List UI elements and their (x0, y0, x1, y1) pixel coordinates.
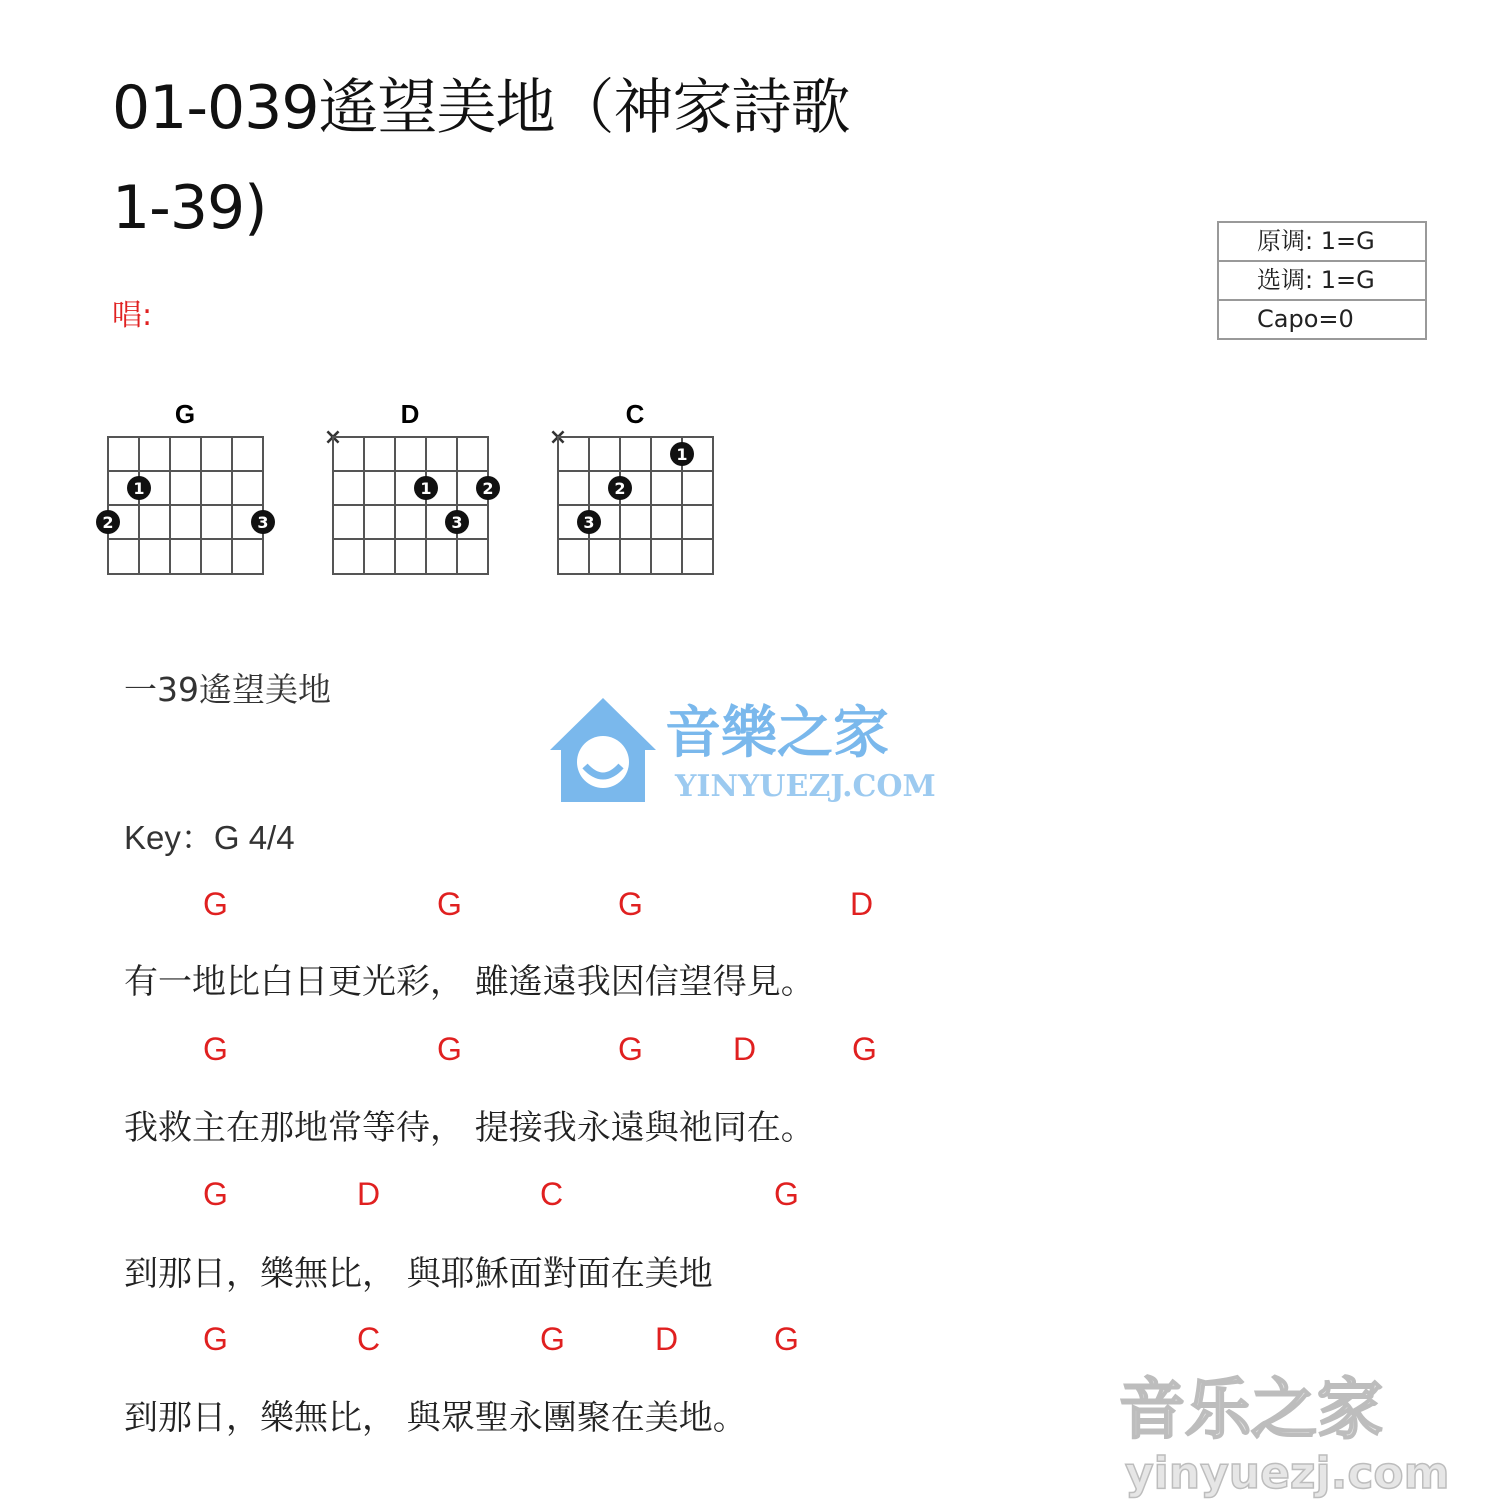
chord-symbol: D (357, 1176, 381, 1212)
chord-symbol: G (203, 1031, 228, 1067)
chord-name-d: D (400, 399, 420, 429)
lyric-line: 到那日，樂無比， 與耶穌面對面在美地 (124, 1254, 713, 1294)
chord-symbol: C (357, 1321, 381, 1357)
song-title (112, 58, 972, 258)
chord-diagram-c (549, 399, 713, 574)
footer-watermark (1115, 1360, 1475, 1500)
svg-text:2: 2 (614, 479, 626, 498)
chord-symbol: G (618, 1031, 643, 1067)
chord-symbol: G (203, 886, 228, 922)
watermark-text: 音樂之家 (665, 701, 889, 766)
original-key: 原调: 1=G (1219, 223, 1425, 262)
chord-symbol: G (540, 1321, 565, 1357)
chord-symbol: D (850, 886, 874, 922)
chord-symbol: G (774, 1321, 799, 1357)
chord-diagram-g (96, 399, 275, 574)
title-line-2: 1-39) (112, 173, 267, 243)
capo-value: Capo=0 (1257, 305, 1354, 333)
chord-symbol: G (437, 1031, 462, 1067)
footer-watermark-url: yinyuezj.com (1125, 1448, 1450, 1499)
chord-diagram-d (324, 399, 500, 574)
svg-text:1: 1 (133, 479, 145, 498)
svg-text:3: 3 (583, 513, 595, 532)
chord-symbol: G (774, 1176, 799, 1212)
svg-text:1: 1 (676, 445, 688, 464)
chord-symbol: G (852, 1031, 877, 1067)
svg-text:×: × (548, 425, 568, 450)
chord-symbol: G (203, 1176, 228, 1212)
chord-symbol: D (655, 1321, 679, 1357)
song-heading: 一39遙望美地 (124, 670, 331, 709)
selected-key: 选调: 1=G (1219, 262, 1425, 301)
lyric-line: 有一地比白日更光彩， 雖遙遠我因信望得見。 (124, 962, 815, 1002)
title-line-1: 01-039遙望美地（神家詩歌 (112, 73, 850, 143)
lyric-line: 到那日，樂無比， 與眾聖永團聚在美地。 (124, 1398, 747, 1438)
chord-diagrams (90, 395, 740, 585)
svg-text:3: 3 (451, 513, 463, 532)
chord-symbol: G (437, 886, 462, 922)
chord-symbol: G (203, 1321, 228, 1357)
chord-name-c: C (625, 399, 645, 429)
watermark-logo (545, 690, 955, 810)
chord-name-g: G (174, 399, 196, 429)
watermark-url: YINYUEZJ.COM (675, 769, 936, 804)
svg-text:2: 2 (102, 513, 114, 532)
svg-text:2: 2 (482, 479, 494, 498)
singer-label: 唱: (112, 298, 153, 333)
house-logo-icon (550, 698, 656, 802)
key-signature: Key：G 4/4 (124, 819, 295, 856)
svg-text:1: 1 (420, 479, 432, 498)
chord-symbol: C (540, 1176, 564, 1212)
svg-text:3: 3 (257, 513, 269, 532)
chord-symbol: D (733, 1031, 757, 1067)
chord-symbol: G (618, 886, 643, 922)
footer-watermark-text: 音乐之家 (1119, 1371, 1383, 1448)
key-info-box (1217, 221, 1427, 340)
svg-text:×: × (323, 425, 343, 450)
lyric-line: 我救主在那地常等待， 提接我永遠與祂同在。 (124, 1108, 815, 1148)
